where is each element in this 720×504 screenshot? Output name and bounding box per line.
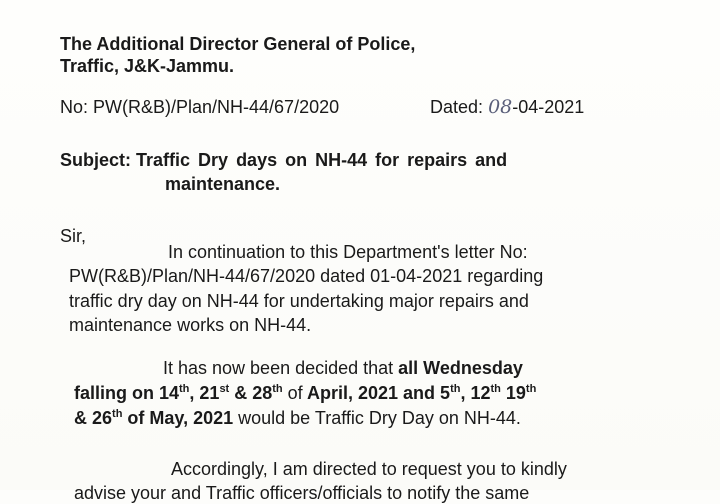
- p2-date-26: & 26: [74, 408, 113, 428]
- reference-number: No: PW(R&B)/Plan/NH-44/67/2020: [60, 97, 340, 117]
- sup-th-28: th: [272, 383, 283, 395]
- p2-date-12: , 12: [460, 383, 491, 403]
- sup-th-14: th: [179, 383, 190, 395]
- addressee-line-2: Traffic, J&K-Jammu.: [60, 56, 235, 76]
- subject-line-1: [60, 149, 622, 171]
- sup-st-21: st: [219, 383, 230, 395]
- p2-of: of: [282, 383, 303, 403]
- reference-date: [430, 96, 584, 118]
- p2-all-wednesday: all Wednesday: [398, 358, 523, 378]
- p2-dry-day: would be Traffic Dry Day on NH-44.: [233, 408, 521, 428]
- addressee-line-1: The Additional Director General of Police,: [60, 34, 416, 54]
- paragraph-2-line-1: [163, 357, 523, 379]
- paragraph-1-line-2: PW(R&B)/Plan/NH-44/67/2020 dated 01-04-2021 regarding: [69, 266, 544, 286]
- paragraph-1-line-4: maintenance works on NH-44.: [69, 315, 312, 335]
- dated-label: Dated:: [430, 97, 484, 117]
- handwritten-day: 08: [488, 96, 513, 118]
- p2-april: April, 2021 and 5: [302, 383, 451, 403]
- paragraph-1-line-3: traffic dry day on NH-44 for undertaking major repairs and: [69, 291, 529, 311]
- paragraph-2-line-2: [74, 382, 536, 404]
- subject-text-1: Traffic Dry days on NH-44 for repairs and: [136, 150, 508, 170]
- paragraph-2-line-3: [74, 407, 521, 429]
- p2-date-28: & 28: [229, 383, 273, 403]
- paragraph-3-line-1: Accordingly, I am directed to request you to kindly: [171, 459, 567, 479]
- p2-date-21: , 21: [189, 383, 220, 403]
- sup-th-26: th: [112, 408, 123, 420]
- p2-falling-on: falling on 14: [74, 383, 180, 403]
- dated-month-year: -04-2021: [512, 97, 585, 117]
- sup-th-19: th: [525, 383, 537, 395]
- subject-line-2: maintenance.: [165, 174, 281, 194]
- p2-date-19: 19: [500, 383, 526, 403]
- subject-label: Subject:: [60, 150, 132, 170]
- salutation: Sir,: [60, 226, 87, 246]
- paragraph-1-line-1: In continuation to this Department's letter No:: [168, 242, 528, 262]
- sup-th-12: th: [490, 383, 501, 395]
- sup-th-5: th: [450, 383, 461, 395]
- p2-intro: It has now been decided that: [163, 358, 399, 378]
- p2-may-2021: of May, 2021: [122, 408, 234, 428]
- paragraph-3-line-2-partial: advise your and Traffic officers/officials to notify the same: [74, 483, 530, 503]
